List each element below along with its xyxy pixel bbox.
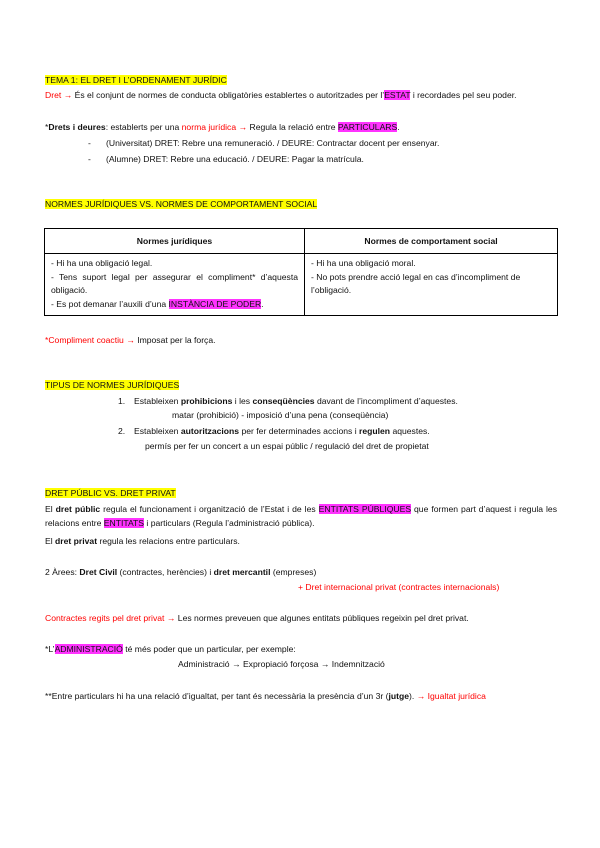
administracio-line: *L’ADMINISTRACIÓ té més poder que un particular, per exemple:	[45, 644, 296, 654]
cell-social: - Hi ha una obligació moral. - No pots prendre acció legal en cas d’incompliment de l’obligació.	[305, 254, 558, 316]
igualtat-paragraph: **Entre particulars hi ha una relació d’igualtat, per tant és necessària la presència d’un 3r (jutge). → Igualtat jurídica	[45, 691, 486, 701]
section-heading-tema1: TEMA 1: EL DRET I L’ORDENAMENT JURÍDIC	[45, 75, 227, 85]
section-heading-tipus: TIPUS DE NORMES JURÍDIQUES	[45, 380, 180, 390]
list-item-example: permís per fer un concert a un espai públic / regulació del dret de propietat	[145, 441, 429, 451]
dret-privat-line: El dret privat regula les relacions entre particulars.	[45, 536, 240, 546]
comparison-table	[44, 228, 558, 316]
drets-i-deures: *Drets i deures: establerts per una norma jurídica → Regula la relació entre PARTICULARS.	[45, 122, 400, 132]
administracio-chain: Administració → Expropiació forçosa → Indemnització	[178, 659, 385, 669]
table-header-row	[45, 229, 558, 254]
contractes-line: Contractes regits pel dret privat → Les normes preveuen que algunes entitats públiques regeixin pel dret privat.	[45, 613, 469, 623]
list-item: 1. Estableixen prohibicions i les conseqüències davant de l’incompliment d’aquestes.	[118, 396, 458, 406]
example-universitat: - (Universitat) DRET: Rebre una remuneració. / DEURE: Contractar docent per ensenyar.	[88, 138, 440, 148]
administracio-highlight: ADMINISTRACIÓ	[54, 644, 123, 654]
dret-public-paragraph: El dret públic regula el funcionament i organització de l’Estat i de les ENTITATS PÚBLIQUES que formen part d’aquest i regula les relacions entre ENTITATS i particulars (Regula l’administració pública).	[45, 504, 557, 528]
list-item-example: matar (prohibició) - imposició d’una pena (conseqüència)	[172, 410, 389, 420]
col-header-juridiques: Normes jurídiques	[45, 229, 305, 254]
estat-highlight: ESTAT	[384, 90, 411, 100]
entitats-publiques-highlight: ENTITATS PÚBLIQUES	[318, 504, 412, 514]
instancia-highlight: INSTÀNCIA DE PODER	[168, 298, 262, 309]
arees-line: 2 Àrees: Dret Civil (contractes, herències) i dret mercantil (empreses)	[45, 567, 317, 577]
section-heading-normes: NORMES JURÍDIQUES VS. NORMES DE COMPORTAMENT SOCIAL	[45, 199, 318, 209]
dret-definition: Dret → És el conjunt de normes de conducta obligatòries establertes o autoritzades per l’ESTAT i recordades pel seu poder.	[45, 90, 517, 100]
table-row	[45, 254, 558, 316]
particulars-highlight: PARTICULARS	[337, 122, 398, 132]
cell-juridiques: - Hi ha una obligació legal. - Tens suport legal per assegurar el compliment* d’aquesta obligació. - Es pot demanar l’auxili d’una INSTÀNCIA DE PODER.	[45, 254, 305, 316]
example-alumne: - (Alumne) DRET: Rebre una educació. / DEURE: Pagar la matrícula.	[88, 154, 364, 164]
entitats-highlight: ENTITATS	[103, 518, 145, 528]
dret-internacional: + Dret internacional privat (contractes internacionals)	[298, 582, 500, 592]
section-heading-dret-public-privat: DRET PÚBLIC VS. DRET PRIVAT	[45, 488, 176, 498]
compliment-note: *Compliment coactiu → Imposat per la força.	[45, 335, 216, 345]
col-header-social: Normes de comportament social	[305, 229, 558, 254]
list-item: 2. Estableixen autoritzacions per fer determinades accions i regulen aquestes.	[118, 426, 430, 436]
